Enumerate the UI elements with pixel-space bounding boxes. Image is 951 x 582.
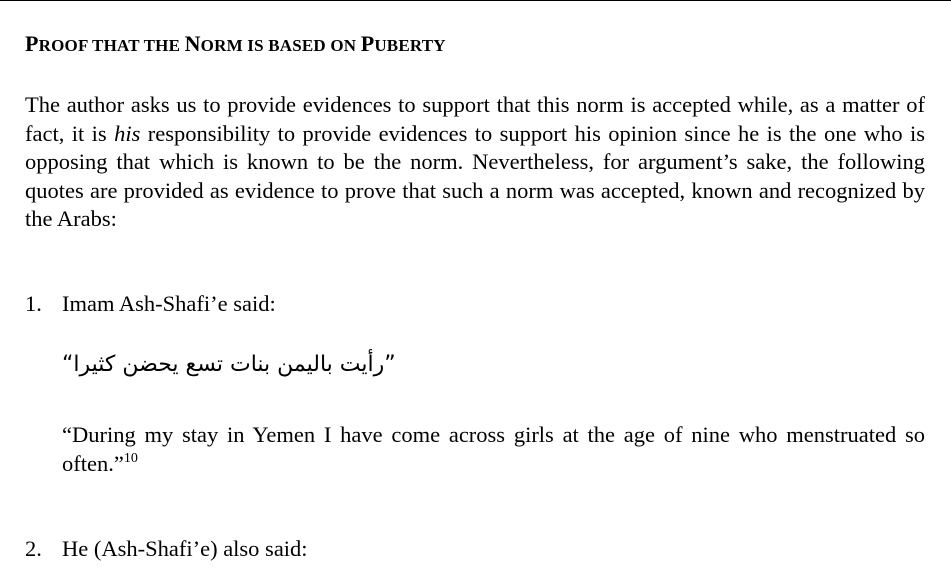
paragraph-italic-word: his <box>114 120 141 146</box>
heading-cap-3: P <box>360 31 375 56</box>
footnote-marker: 10 <box>123 450 138 466</box>
arabic-quote: ”رأيت باليمن بنات تسع يحضن كثيرا“ <box>62 352 396 377</box>
heading-small-caps-2: ORM IS BASED ON <box>200 36 361 55</box>
heading-small-caps-3: UBERTY <box>374 36 446 55</box>
heading-small-caps-1: ROOF THAT THE <box>38 36 185 55</box>
list-item-text-2: He (Ash-Shafi’e) also said: <box>62 536 308 561</box>
paragraph-text-start: The author asks us to provide evidences to support that this norm is accepted while, as a matter of fact, it is <box>25 92 925 146</box>
heading-cap-1: P <box>25 31 39 56</box>
top-border-line <box>0 0 951 1</box>
english-quote <box>62 421 925 478</box>
list-item-number-1: 1. <box>25 291 42 316</box>
heading-cap-2: N <box>184 31 201 56</box>
section-heading <box>25 31 446 57</box>
list-item-number-2: 2. <box>25 536 42 561</box>
intro-paragraph <box>25 91 925 234</box>
english-quote-text: “During my stay in Yemen I have come across girls at the age of nine who menstruated so often.” <box>62 422 925 476</box>
paragraph-text-end: responsibility to provide evidences to support his opinion since he is the one who is opposing that which is known to be the norm. Nevertheless, for argument’s sake, the following quotes are provided as evidence to prove that such a norm was accepted, known and recognized by the Arabs: <box>25 120 925 231</box>
list-item-text-1: Imam Ash-Shafi’e said: <box>62 291 276 316</box>
